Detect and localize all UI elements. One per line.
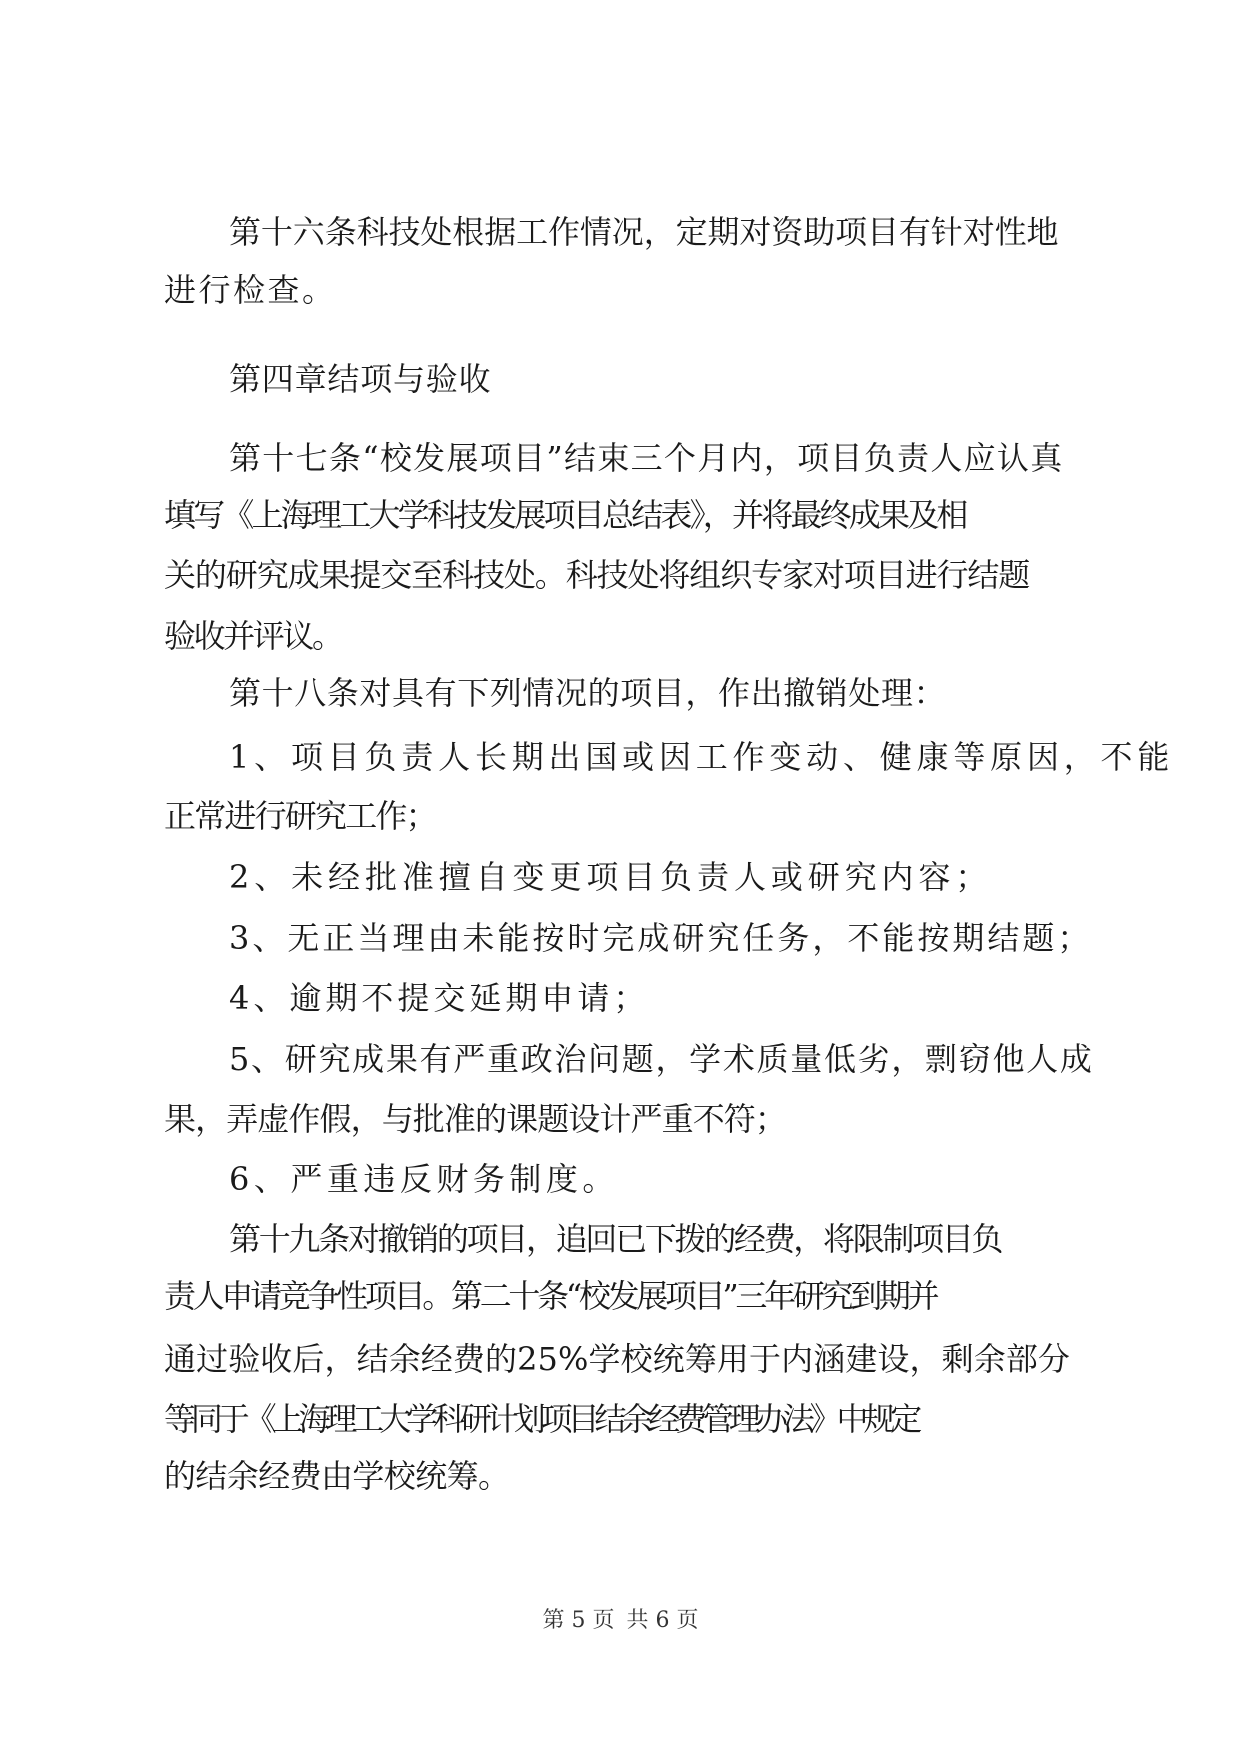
page-number: 第 5 页 xyxy=(542,1608,615,1633)
list-item: 6、严重违反财务制度。 xyxy=(229,1160,619,1198)
list-item: 3、无正当理由未能按时完成研究任务，不能按期结题； xyxy=(229,919,1093,957)
text-line: 第十九条对撤销的项目，追回已下拨的经费，将限制项目负 xyxy=(229,1220,1002,1258)
text-line: 进行检查。 xyxy=(164,271,337,309)
text-line: 等同于《上海理工大学科研计划项目结余经费管理办法》中规定 xyxy=(164,1400,918,1438)
section-heading: 第四章结项与验收 xyxy=(229,360,492,398)
text-line: 验收并评议。 xyxy=(164,617,342,655)
text-line: 的结余经费由学校统筹。 xyxy=(164,1457,510,1495)
text-line: 第十八条对具有下列情况的项目，作出撤销处理： xyxy=(229,674,947,712)
page-total: 共 6 页 xyxy=(626,1608,699,1633)
list-item: 正常进行研究工作； xyxy=(164,797,436,835)
list-item: 4、逾期不提交延期申请； xyxy=(229,979,650,1017)
text-line: 第十六条科技处根据工作情况，定期对资助项目有针对性地 xyxy=(229,213,1059,251)
list-item: 5、研究成果有严重政治问题，学术质量低劣，剽窃他人成 xyxy=(229,1040,1094,1078)
list-item: 1、项目负责人长期出国或因工作变动、健康等原因，不能 xyxy=(229,738,1175,776)
text-line: 填写《上海理工大学科技发展项目总结表》，并将最终成果及相 xyxy=(164,496,966,534)
list-item: 果，弄虚作假，与批准的课题设计严重不符； xyxy=(164,1100,787,1138)
text-line: 通过验收后，结余经费的25%学校统筹用于内涵建设，剩余部分 xyxy=(164,1340,1071,1378)
text-line: 第十七条“校发展项目”结束三个月内，项目负责人应认真 xyxy=(229,439,1064,477)
text-line: 关的研究成果提交至科技处。科技处将组织专家对项目进行结题 xyxy=(164,556,1030,594)
list-item: 2、未经批准擅自变更项目负责人或研究内容； xyxy=(229,858,993,896)
page-footer xyxy=(0,1606,1241,1636)
text-line: 责人申请竞争性项目。第二十条“校发展项目”三年研究到期并 xyxy=(164,1277,937,1315)
